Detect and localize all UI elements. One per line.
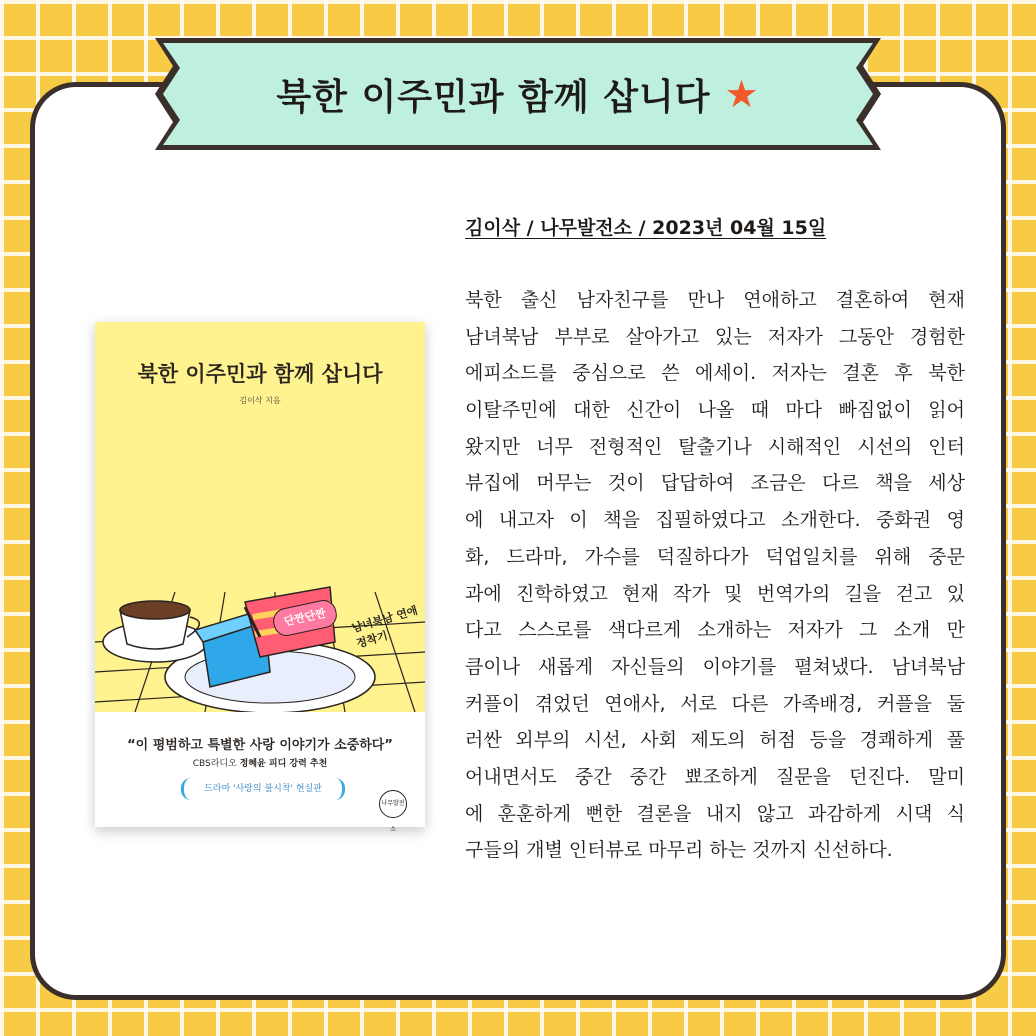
title-banner [155,38,881,150]
book-cover-pill: 드라마 '사랑의 불시착' 현실판 [181,778,345,800]
book-cover-badge: 단짠단짠 [271,598,339,639]
description-line: 북한 출신 남자친구를 만나 연애하고 결혼하여 현재 [465,289,965,311]
book-cover [95,322,425,833]
star-icon: ★ [724,72,760,116]
book-cover-tagline: 남녀북남 연애 정착기 [350,603,420,651]
description-line: 커플이 겪었던 연애사, 서로 다른 가족배경, 커플을 둘 [465,692,965,715]
book-cover-recommendation [95,756,425,769]
description-line: 과에 진학하였고 현재 작가 및 번역가의 길을 걷고 있 [465,582,965,605]
book-cover-title: 북한 이주민과 함께 삽니다 [137,362,383,386]
description-line: 러싼 외부의 시선, 사회 제도의 허점 등을 경쾌하게 풀 [465,729,965,752]
description-line: 화, 드라마, 가수를 덕질하다가 덕업일치를 위해 중문 [465,545,965,568]
description-line: 다고 스스로를 색다르게 소개하는 저자가 그 소개 만 [465,619,965,642]
recommend-prefix: CBS라디오 [192,759,240,769]
description-line: 큼이나 새롭게 자신들의 이야기를 펼쳐냈다. 남녀북남 [465,655,965,678]
book-cover-bottom [95,712,425,833]
description-line: 이탈주민에 대한 신간이 나올 때 마다 빠짐없이 읽어 [465,399,965,422]
cake-and-coffee-illustration [95,582,425,722]
book-meta: 김이삭 / 나무발전소 / 2023년 04월 15일 [465,217,827,239]
page-title-text: 북한 이주민과 함께 삽니다 [276,76,711,118]
description-line: 남녀북남 부부로 살아가고 있는 저자가 그동안 경험한 [465,325,965,348]
page-title [155,38,881,150]
book-description [465,282,965,869]
description-line: 에피소드를 중심으로 쓴 에세이. 저자는 결혼 후 북한 [465,362,965,385]
book-cover-author: 김이삭 지음 [239,396,281,405]
recommend-name: 정혜윤 피디 강력 추천 [239,759,328,769]
publisher-logo: 나무발전소 [379,790,407,818]
description-line: 어내면서도 중간 중간 뾰조하게 질문을 던진다. 말미 [465,765,965,788]
description-line: 왔지만 너무 전형적인 탈출기나 시해적인 시선의 인터 [465,435,965,458]
description-line: 에 내고자 이 책을 집필하였다고 소개한다. 중화권 영 [465,509,965,532]
description-line: 구들의 개별 인터뷰로 마무리 하는 것까지 신선하다. [465,839,893,862]
book-cover-quote: “이 평범하고 특별한 사랑 이야기가 소중하다” [127,738,393,753]
description-line: 뷰집에 머무는 것이 답답하여 조금은 다르 책을 세상 [465,472,965,495]
description-line: 에 훈훈하게 뻔한 결론을 내지 않고 과감하게 시댁 식 [465,802,965,825]
